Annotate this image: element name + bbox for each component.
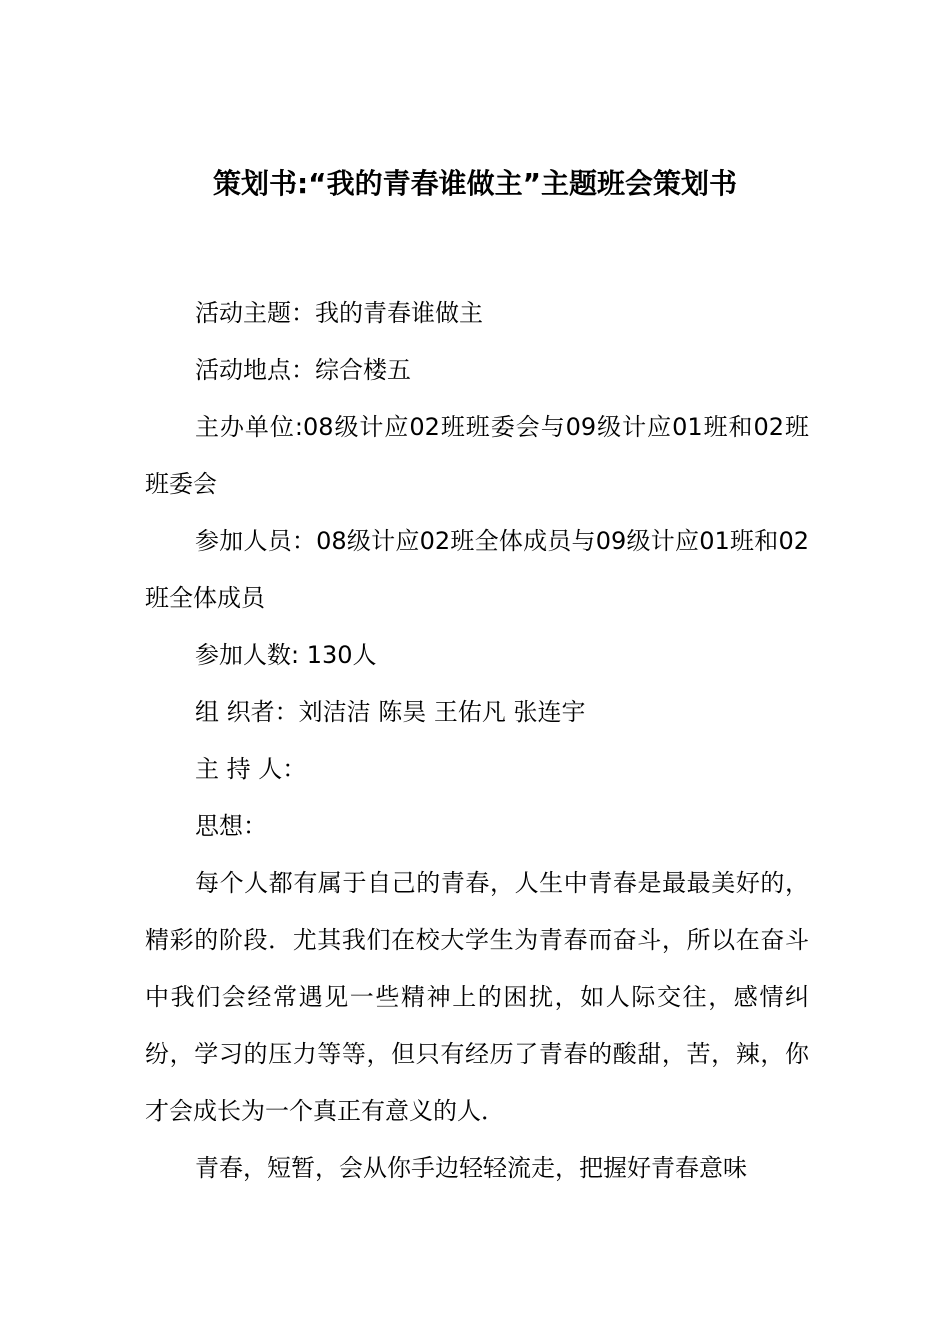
paragraph-host: 主 持 人：	[195, 755, 307, 783]
paragraph-thought-body: 每个人都有属于自己的青春，人生中青春是最最美好的，精彩的阶段．尤其我们在校大学生为青春而奋斗，所以在奋斗中我们会经常遇见一些精神上的困扰，如人际交往，感情纠纷，学习的压力等等，但只有经历了青春的酸甜，苦，辣，你才会成长为一个真正有意义的人．	[145, 869, 809, 1125]
paragraph-organizer-unit: 主办单位:08级计应02班班委会与09级计应01班和02班班委会	[145, 413, 809, 498]
document-title: 策划书:“我的青春谁做主”主题班会策划书	[212, 167, 737, 200]
paragraph-organizers: 组 织者：刘洁洁 陈昊 王佑凡 张连宇	[195, 698, 586, 726]
paragraph-youth: 青春，短暂，会从你手边轻轻流走，把握好青春意味	[195, 1154, 747, 1182]
paragraph-activity-location: 活动地点：综合楼五	[195, 356, 411, 384]
document-body	[145, 285, 809, 1197]
paragraph-thought-heading: 思想：	[195, 812, 267, 840]
paragraph-activity-theme: 活动主题：我的青春谁做主	[195, 299, 483, 327]
paragraph-participants: 参加人员：08级计应02班全体成员与09级计应01班和02班全体成员	[145, 527, 809, 612]
paragraph-participant-count: 参加人数: 130人	[195, 641, 377, 669]
